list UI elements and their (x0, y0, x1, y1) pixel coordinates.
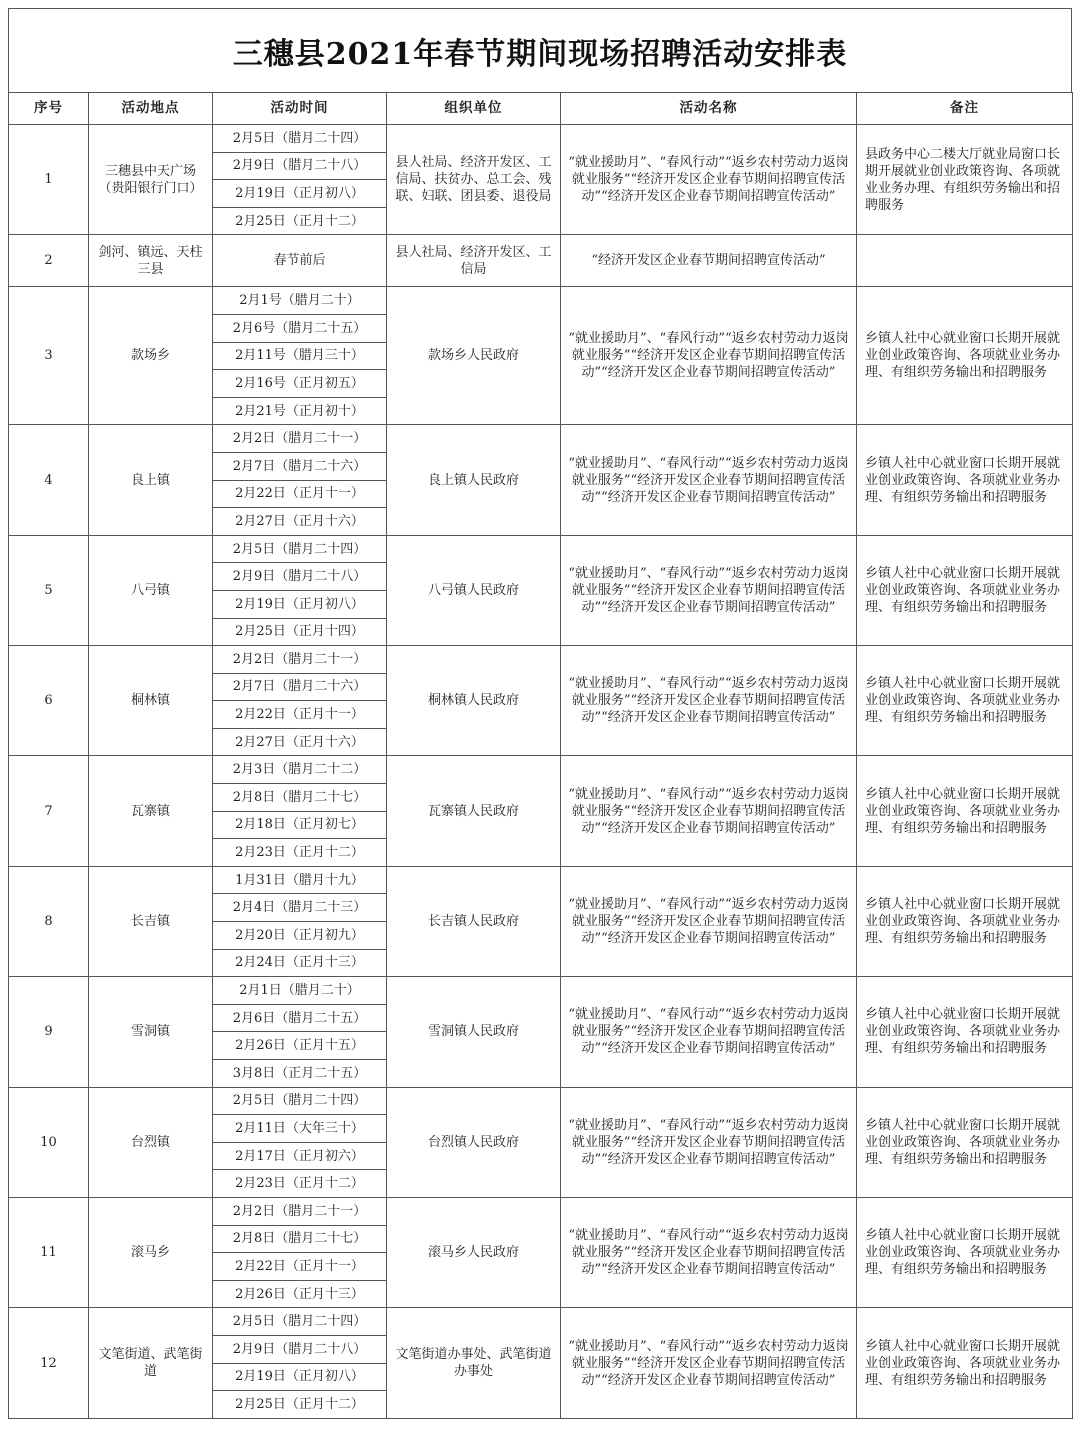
row-activity: “就业援助月”、“春风行动”“返乡农村劳动力返岗就业服务”“经济开发区企业春节期间招聘宣传活动”“经济开发区企业春节期间招聘宣传活动” (561, 1087, 857, 1197)
row-date: 2月1号（腊月二十） (213, 287, 387, 315)
table-row (9, 535, 1073, 563)
row-date: 2月18日（正月初七） (213, 811, 387, 839)
row-date: 2月16号（正月初五） (213, 370, 387, 398)
row-activity: “就业援助月”、“春风行动”“返乡农村劳动力返岗就业服务”“经济开发区企业春节期间招聘宣传活动”“经济开发区企业春节期间招聘宣传活动” (561, 646, 857, 756)
row-note: 乡镇人社中心就业窗口长期开展就业创业政策咨询、各项就业业务办理、有组织劳务输出和招聘服务 (857, 977, 1073, 1087)
row-activity: “就业援助月”、“春风行动”“返乡农村劳动力返岗就业服务”“经济开发区企业春节期间招聘宣传活动”“经济开发区企业春节期间招聘宣传活动” (561, 1197, 857, 1307)
header-note: 备注 (857, 93, 1073, 125)
row-date: 2月26日（正月十五） (213, 1032, 387, 1060)
row-date: 2月11号（腊月三十） (213, 342, 387, 370)
row-date: 2月5日（腊月二十四） (213, 535, 387, 563)
header-seq: 序号 (9, 93, 89, 125)
row-date: 2月3日（腊月二十二） (213, 756, 387, 784)
table-row (9, 235, 1073, 287)
row-location: 长吉镇 (89, 866, 213, 976)
row-note: 县政务中心二楼大厅就业局窗口长期开展就业创业政策咨询、各项就业业务办理、有组织劳务输出和招聘服务 (857, 125, 1073, 235)
row-org: 县人社局、经济开发区、工信局、扶贫办、总工会、残联、妇联、团县委、退役局 (387, 125, 561, 235)
row-date: 2月25日（正月十四） (213, 618, 387, 646)
row-location: 雪洞镇 (89, 977, 213, 1087)
row-seq: 9 (9, 977, 89, 1087)
row-date: 2月23日（正月十二） (213, 839, 387, 867)
row-location: 八弓镇 (89, 535, 213, 645)
row-date: 2月9日（腊月二十八） (213, 1335, 387, 1363)
row-location: 桐林镇 (89, 646, 213, 756)
row-date: 1月31日（腊月十九） (213, 866, 387, 894)
row-note: 乡镇人社中心就业窗口长期开展就业创业政策咨询、各项就业业务办理、有组织劳务输出和招聘服务 (857, 756, 1073, 866)
row-activity: “就业援助月”、“春风行动”“返乡农村劳动力返岗就业服务”“经济开发区企业春节期间招聘宣传活动”“经济开发区企业春节期间招聘宣传活动” (561, 125, 857, 235)
row-date: 2月2日（腊月二十一） (213, 646, 387, 674)
header-activity: 活动名称 (561, 93, 857, 125)
row-date: 2月4日（腊月二十三） (213, 894, 387, 922)
row-date: 2月9日（腊月二十八） (213, 152, 387, 180)
row-seq: 5 (9, 535, 89, 645)
row-date: 2月24日（正月十三） (213, 949, 387, 977)
table-row (9, 1197, 1073, 1225)
row-note: 乡镇人社中心就业窗口长期开展就业创业政策咨询、各项就业业务办理、有组织劳务输出和招聘服务 (857, 1197, 1073, 1307)
row-date: 2月2日（腊月二十一） (213, 1197, 387, 1225)
row-location: 滚马乡 (89, 1197, 213, 1307)
row-seq: 2 (9, 235, 89, 287)
schedule-document (8, 8, 1072, 1419)
row-date: 2月6日（腊月二十五） (213, 1004, 387, 1032)
row-date: 2月11日（大年三十） (213, 1115, 387, 1143)
row-note: 乡镇人社中心就业窗口长期开展就业创业政策咨询、各项就业业务办理、有组织劳务输出和招聘服务 (857, 1087, 1073, 1197)
row-date: 2月27日（正月十六） (213, 728, 387, 756)
row-activity: “就业援助月”、“春风行动”“返乡农村劳动力返岗就业服务”“经济开发区企业春节期间招聘宣传活动”“经济开发区企业春节期间招聘宣传活动” (561, 287, 857, 425)
row-date: 2月25日（正月十二） (213, 207, 387, 235)
header-org: 组织单位 (387, 93, 561, 125)
row-date: 春节前后 (213, 235, 387, 287)
row-date: 2月27日（正月十六） (213, 508, 387, 536)
row-org: 雪洞镇人民政府 (387, 977, 561, 1087)
table-row (9, 1308, 1073, 1336)
row-date: 2月8日（腊月二十七） (213, 1225, 387, 1253)
row-location: 剑河、镇远、天柱三县 (89, 235, 213, 287)
row-date: 2月5日（腊月二十四） (213, 1087, 387, 1115)
row-org: 台烈镇人民政府 (387, 1087, 561, 1197)
row-activity: “就业援助月”、“春风行动”“返乡农村劳动力返岗就业服务”“经济开发区企业春节期间招聘宣传活动”“经济开发区企业春节期间招聘宣传活动” (561, 866, 857, 976)
row-location: 文笔街道、武笔街道 (89, 1308, 213, 1418)
row-date: 2月22日（正月十一） (213, 480, 387, 508)
row-date: 2月22日（正月十一） (213, 701, 387, 729)
row-activity: “就业援助月”、“春风行动”“返乡农村劳动力返岗就业服务”“经济开发区企业春节期间招聘宣传活动”“经济开发区企业春节期间招聘宣传活动” (561, 535, 857, 645)
row-org: 八弓镇人民政府 (387, 535, 561, 645)
row-date: 2月2日（腊月二十一） (213, 425, 387, 453)
row-org: 瓦寨镇人民政府 (387, 756, 561, 866)
row-note: 乡镇人社中心就业窗口长期开展就业创业政策咨询、各项就业业务办理、有组织劳务输出和招聘服务 (857, 535, 1073, 645)
table-row (9, 1087, 1073, 1115)
schedule-table (8, 92, 1073, 1419)
table-row (9, 287, 1073, 315)
row-org: 滚马乡人民政府 (387, 1197, 561, 1307)
row-org: 长吉镇人民政府 (387, 866, 561, 976)
row-date: 2月20日（正月初九） (213, 922, 387, 950)
row-date: 2月19日（正月初八） (213, 1363, 387, 1391)
table-row (9, 756, 1073, 784)
row-date: 2月1日（腊月二十） (213, 977, 387, 1005)
row-org: 桐林镇人民政府 (387, 646, 561, 756)
row-date: 2月21号（正月初十） (213, 397, 387, 425)
row-seq: 6 (9, 646, 89, 756)
row-activity: “经济开发区企业春节期间招聘宣传活动” (561, 235, 857, 287)
row-date: 2月23日（正月十二） (213, 1170, 387, 1198)
row-date: 2月17日（正月初六） (213, 1142, 387, 1170)
row-date: 2月19日（正月初八） (213, 590, 387, 618)
row-date: 3月8日（正月二十五） (213, 1060, 387, 1088)
row-org: 款场乡人民政府 (387, 287, 561, 425)
row-seq: 11 (9, 1197, 89, 1307)
row-location: 三穗县中天广场（贵阳银行门口） (89, 125, 213, 235)
row-org: 良上镇人民政府 (387, 425, 561, 535)
row-org: 县人社局、经济开发区、工信局 (387, 235, 561, 287)
table-header-row (9, 93, 1073, 125)
row-activity: “就业援助月”、“春风行动”“返乡农村劳动力返岗就业服务”“经济开发区企业春节期间招聘宣传活动”“经济开发区企业春节期间招聘宣传活动” (561, 1308, 857, 1418)
row-date: 2月7日（腊月二十六） (213, 452, 387, 480)
row-note: 乡镇人社中心就业窗口长期开展就业创业政策咨询、各项就业业务办理、有组织劳务输出和招聘服务 (857, 646, 1073, 756)
row-seq: 7 (9, 756, 89, 866)
header-time: 活动时间 (213, 93, 387, 125)
row-activity: “就业援助月”、“春风行动”“返乡农村劳动力返岗就业服务”“经济开发区企业春节期间招聘宣传活动”“经济开发区企业春节期间招聘宣传活动” (561, 425, 857, 535)
row-note: 乡镇人社中心就业窗口长期开展就业创业政策咨询、各项就业业务办理、有组织劳务输出和招聘服务 (857, 1308, 1073, 1418)
table-row (9, 425, 1073, 453)
row-seq: 8 (9, 866, 89, 976)
table-row (9, 125, 1073, 153)
table-body (9, 125, 1073, 1419)
row-activity: “就业援助月”、“春风行动”“返乡农村劳动力返岗就业服务”“经济开发区企业春节期间招聘宣传活动”“经济开发区企业春节期间招聘宣传活动” (561, 756, 857, 866)
row-date: 2月5日（腊月二十四） (213, 125, 387, 153)
row-note (857, 235, 1073, 287)
table-row (9, 646, 1073, 674)
row-date: 2月22日（正月十一） (213, 1253, 387, 1281)
row-seq: 1 (9, 125, 89, 235)
row-date: 2月25日（正月十二） (213, 1391, 387, 1419)
row-date: 2月7日（腊月二十六） (213, 673, 387, 701)
row-date: 2月6号（腊月二十五） (213, 314, 387, 342)
row-seq: 4 (9, 425, 89, 535)
row-date: 2月26日（正月十三） (213, 1280, 387, 1308)
row-note: 乡镇人社中心就业窗口长期开展就业创业政策咨询、各项就业业务办理、有组织劳务输出和招聘服务 (857, 287, 1073, 425)
row-location: 台烈镇 (89, 1087, 213, 1197)
row-date: 2月19日（正月初八） (213, 180, 387, 208)
row-date: 2月8日（腊月二十七） (213, 784, 387, 812)
row-date: 2月9日（腊月二十八） (213, 563, 387, 591)
row-note: 乡镇人社中心就业窗口长期开展就业创业政策咨询、各项就业业务办理、有组织劳务输出和招聘服务 (857, 425, 1073, 535)
row-seq: 10 (9, 1087, 89, 1197)
row-seq: 3 (9, 287, 89, 425)
table-row (9, 866, 1073, 894)
row-note: 乡镇人社中心就业窗口长期开展就业创业政策咨询、各项就业业务办理、有组织劳务输出和招聘服务 (857, 866, 1073, 976)
document-title: 三穗县2021年春节期间现场招聘活动安排表 (8, 8, 1072, 92)
row-location: 款场乡 (89, 287, 213, 425)
row-location: 良上镇 (89, 425, 213, 535)
table-row (9, 977, 1073, 1005)
row-date: 2月5日（腊月二十四） (213, 1308, 387, 1336)
row-location: 瓦寨镇 (89, 756, 213, 866)
header-location: 活动地点 (89, 93, 213, 125)
row-org: 文笔街道办事处、武笔街道办事处 (387, 1308, 561, 1418)
row-seq: 12 (9, 1308, 89, 1418)
row-activity: “就业援助月”、“春风行动”“返乡农村劳动力返岗就业服务”“经济开发区企业春节期间招聘宣传活动”“经济开发区企业春节期间招聘宣传活动” (561, 977, 857, 1087)
